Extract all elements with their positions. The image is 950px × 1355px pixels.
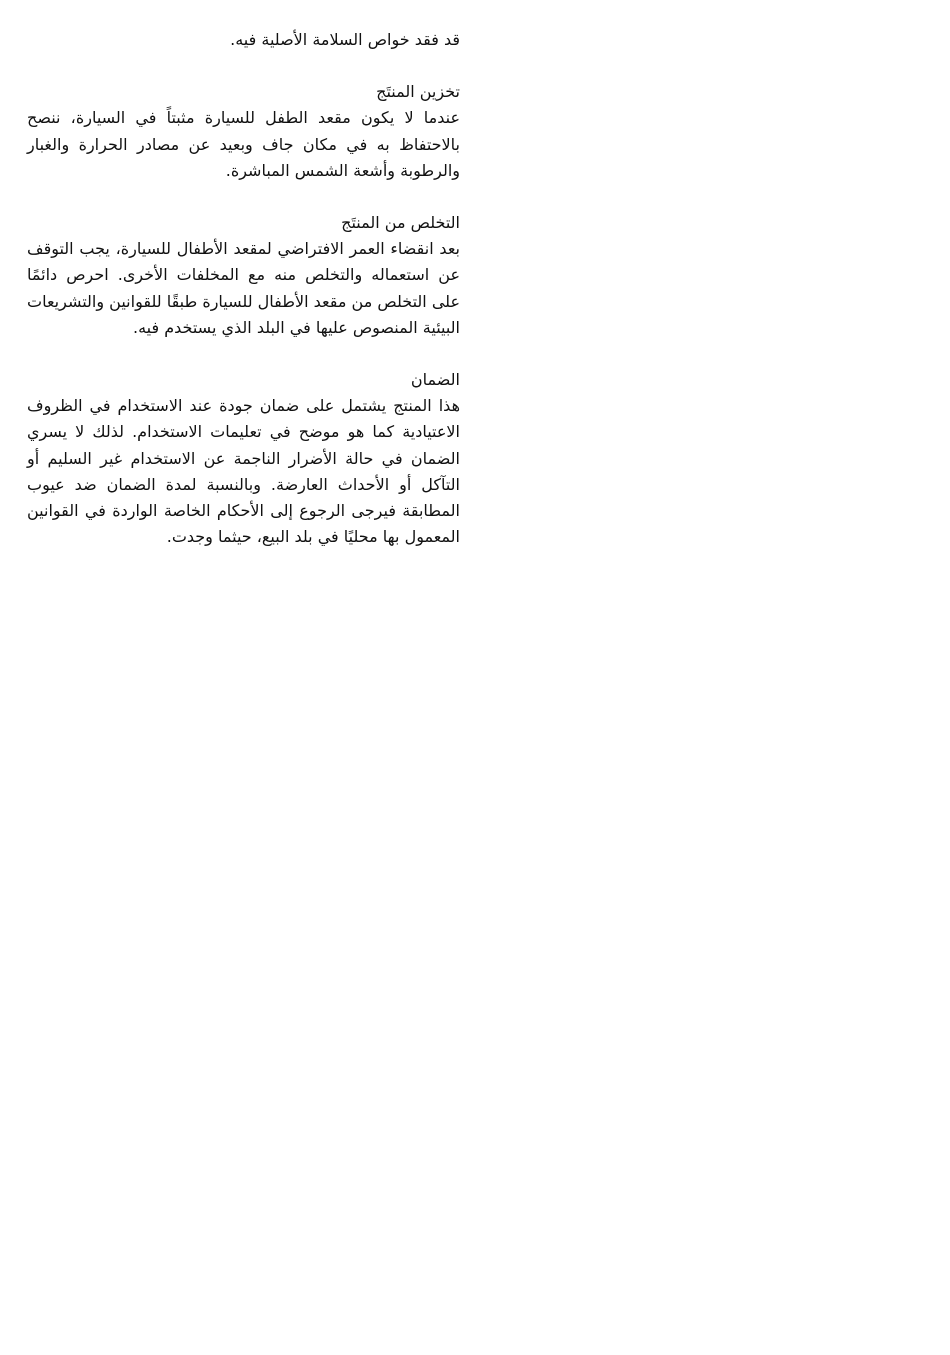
section-heading-disposal: التخلص من المنتَج bbox=[341, 213, 460, 233]
intro-continuation-text: قد فقد خواص السلامة الأصلية فيه. bbox=[230, 30, 460, 49]
section-product-disposal bbox=[27, 210, 460, 341]
section-body-warranty: هذا المنتج يشتمل على ضمان جودة عند الاستخدام في الظروف الاعتيادية كما هو موضح في تعليمات الاستخدام. لذلك لا يسري الضمان في حالة الأضرار الناجمة عن الاستخدام غير السليم أو التآكل أو الأحداث العارضة. وبالنسبة لمدة الضمان ضد عيوب المطابقة فيرجى الرجوع إلى الأحكام الخاصة الواردة في القوانين المعمول بها محليًا في بلد البيع، حيثما وجدت. bbox=[27, 396, 460, 547]
section-heading-storage: تخزين المنتَج bbox=[376, 82, 460, 102]
section-warranty bbox=[27, 367, 460, 550]
section-body-storage: عندما لا يكون مقعد الطفل للسيارة مثبتاً في السيارة، ننصح بالاحتفاظ به في مكان جاف وبعيد عن مصادر الحرارة والغبار والرطوبة وأشعة الشمس المباشرة. bbox=[27, 108, 460, 180]
text-column bbox=[27, 27, 460, 576]
section-product-storage bbox=[27, 79, 460, 184]
section-body-disposal: بعد انقضاء العمر الافتراضي لمقعد الأطفال للسيارة، يجب التوقف عن استعماله والتخلص منه مع المخلفات الأخرى. احرص دائمًا على التخلص من مقعد الأطفال للسيارة طبقًا للقوانين والتشريعات البيئية المنصوص عليها في البلد الذي يستخدم فيه. bbox=[27, 239, 460, 337]
section-heading-warranty: الضمان bbox=[410, 370, 460, 390]
